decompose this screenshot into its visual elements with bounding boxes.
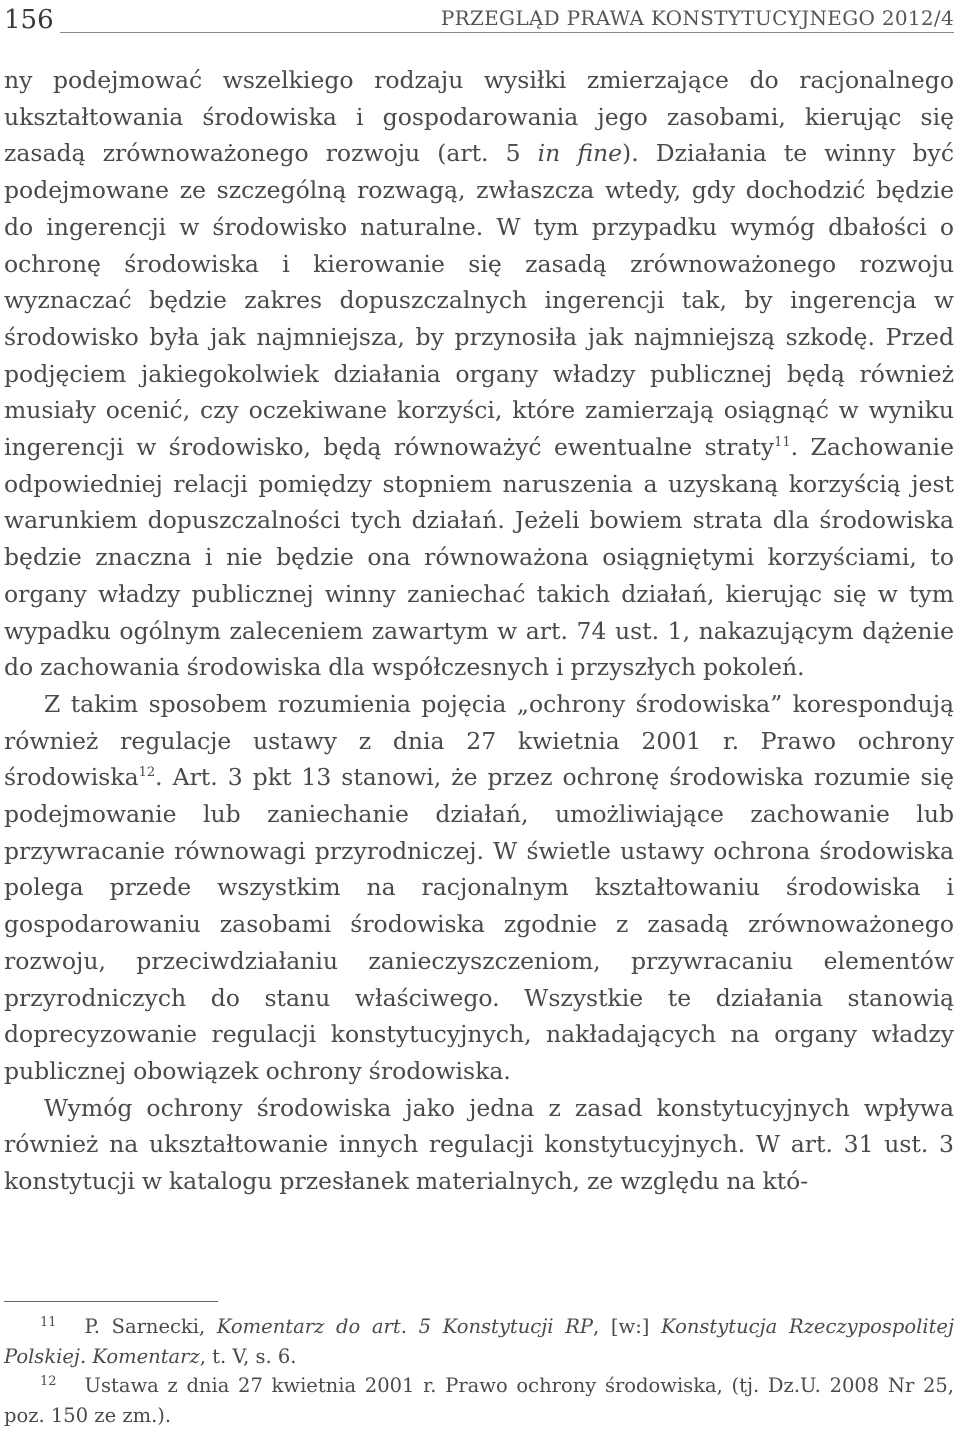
footnote-11-italic-2: Konstytucja Rzeczypospolitej Polskiej. Komentarz — [4, 1315, 955, 1368]
footnote-ref-11[interactable]: 11 — [774, 435, 791, 451]
footnote-12 — [4, 1371, 954, 1430]
running-title: PRZEGLĄD PRAWA KONSTYTUCYJNEGO 2012/4 — [440, 6, 954, 30]
footnote-11-text-b: , [w:] — [593, 1315, 662, 1338]
footnote-11-text-c: , t. V, s. 6. — [199, 1344, 297, 1368]
body-text — [4, 62, 954, 1200]
paragraph-1-text-a: ny podejmować wszelkiego rodzaju wysiłki zmierzające do racjonalnego ukształtowania środowiska i gospodarowania jego zasobami, kierując się zasadą zrównoważonego rozwoju (art. 5 — [4, 66, 954, 168]
paragraph-1-text-c: . Zachowanie odpowiedniej relacji pomiędzy stopniem naruszenia a uzyskaną korzyścią jest warunkiem dopuszczalności tych działań. Jeżeli bowiem strata dla środowiska będzie znaczna i nie będzie ona równoważona osiągniętymi korzyściami, to organy władzy publicznej winny zaniechać takich działań, kierując się w tym wypadku ogólnym zaleceniem zawartym w art. 74 ust. 1, nakazującym dążenie do zachowania środowiska dla współczesnych i przyszłych pokoleń. — [4, 433, 954, 682]
paragraph-1-italic: in fine — [537, 139, 623, 168]
footnote-divider — [4, 1301, 218, 1302]
footnote-11-text-a: P. Sarnecki, — [84, 1315, 217, 1338]
page-number: 156 — [4, 5, 54, 35]
paragraph-2-text-a: Z takim sposobem rozumienia pojęcia „ochrony środowiska” korespondują również regulacje ustawy z dnia 27 kwietnia 2001 r. Prawo ochrony środowiska — [4, 689, 954, 792]
paragraph-2 — [4, 686, 954, 1090]
footnote-11-number: 11 — [40, 1315, 57, 1330]
footnotes — [4, 1312, 954, 1430]
footnote-11 — [4, 1312, 954, 1371]
paragraph-2-text-b: . Art. 3 pkt 13 stanowi, że przez ochronę środowiska rozumie się podejmowanie lub zaniechanie działań, umożliwiające zachowanie lub przywracanie równowagi przyrodniczej. W świetle ustawy ochrona środowiska polega przede wszystkim na racjonalnym kształtowaniu środowiska i gospodarowaniu zasobami środowiska zgodnie z zasadą zrównoważonego rozwoju, przeciwdziałaniu zanieczyszczeniom, przywracaniu elementów przyrodniczych do stanu właściwego. Wszystkie te działania stanowią doprecyzowanie regulacji konstytucyjnych, nakładających na organy władzy publicznej obowiązek ochrony środowiska. — [4, 763, 954, 1085]
paragraph-1-text-b: ). Działania te winny być podejmowane ze szczególną rozwagą, zwłaszcza wtedy, gdy dochodzić będzie do ingerencji w środowisko naturalne. W tym przypadku wymóg dbałości o ochronę środowiska i kierowanie się zasadą zrównoważonego rozwoju wyznaczać będzie zakres dopuszczalnych ingerencji tak, by ingerencja w środowisko była jak najmniejsza, by przynosiła jak najmniejszą szkodę. Przed podjęciem jakiegokolwiek działania organy władzy publicznej będą również musiały ocenić, czy oczekiwane korzyści, które zamierzają osiągnąć w wyniku ingerencji w środowisko, będą równoważyć ewentualne straty — [4, 139, 954, 462]
footnote-12-text: Ustawa z dnia 27 kwietnia 2001 r. Prawo ochrony środowiska, (tj. Dz.U. 2008 Nr 25, poz. 150 ze zm.). — [4, 1374, 954, 1427]
footnote-12-number: 12 — [40, 1374, 57, 1389]
header-divider — [60, 32, 954, 33]
footnote-11-italic-1: Komentarz do art. 5 Konstytucji RP — [216, 1315, 593, 1338]
page-header — [0, 0, 960, 44]
footnote-ref-12[interactable]: 12 — [138, 765, 156, 781]
paragraph-3: Wymóg ochrony środowiska jako jedna z zasad konstytucyjnych wpływa również na ukształtowanie innych regulacji konstytucyjnych. W art. 31 ust. 3 konstytucji w katalogu przesłanek materialnych, ze względu na któ- — [4, 1093, 954, 1196]
paragraph-1 — [4, 62, 954, 686]
